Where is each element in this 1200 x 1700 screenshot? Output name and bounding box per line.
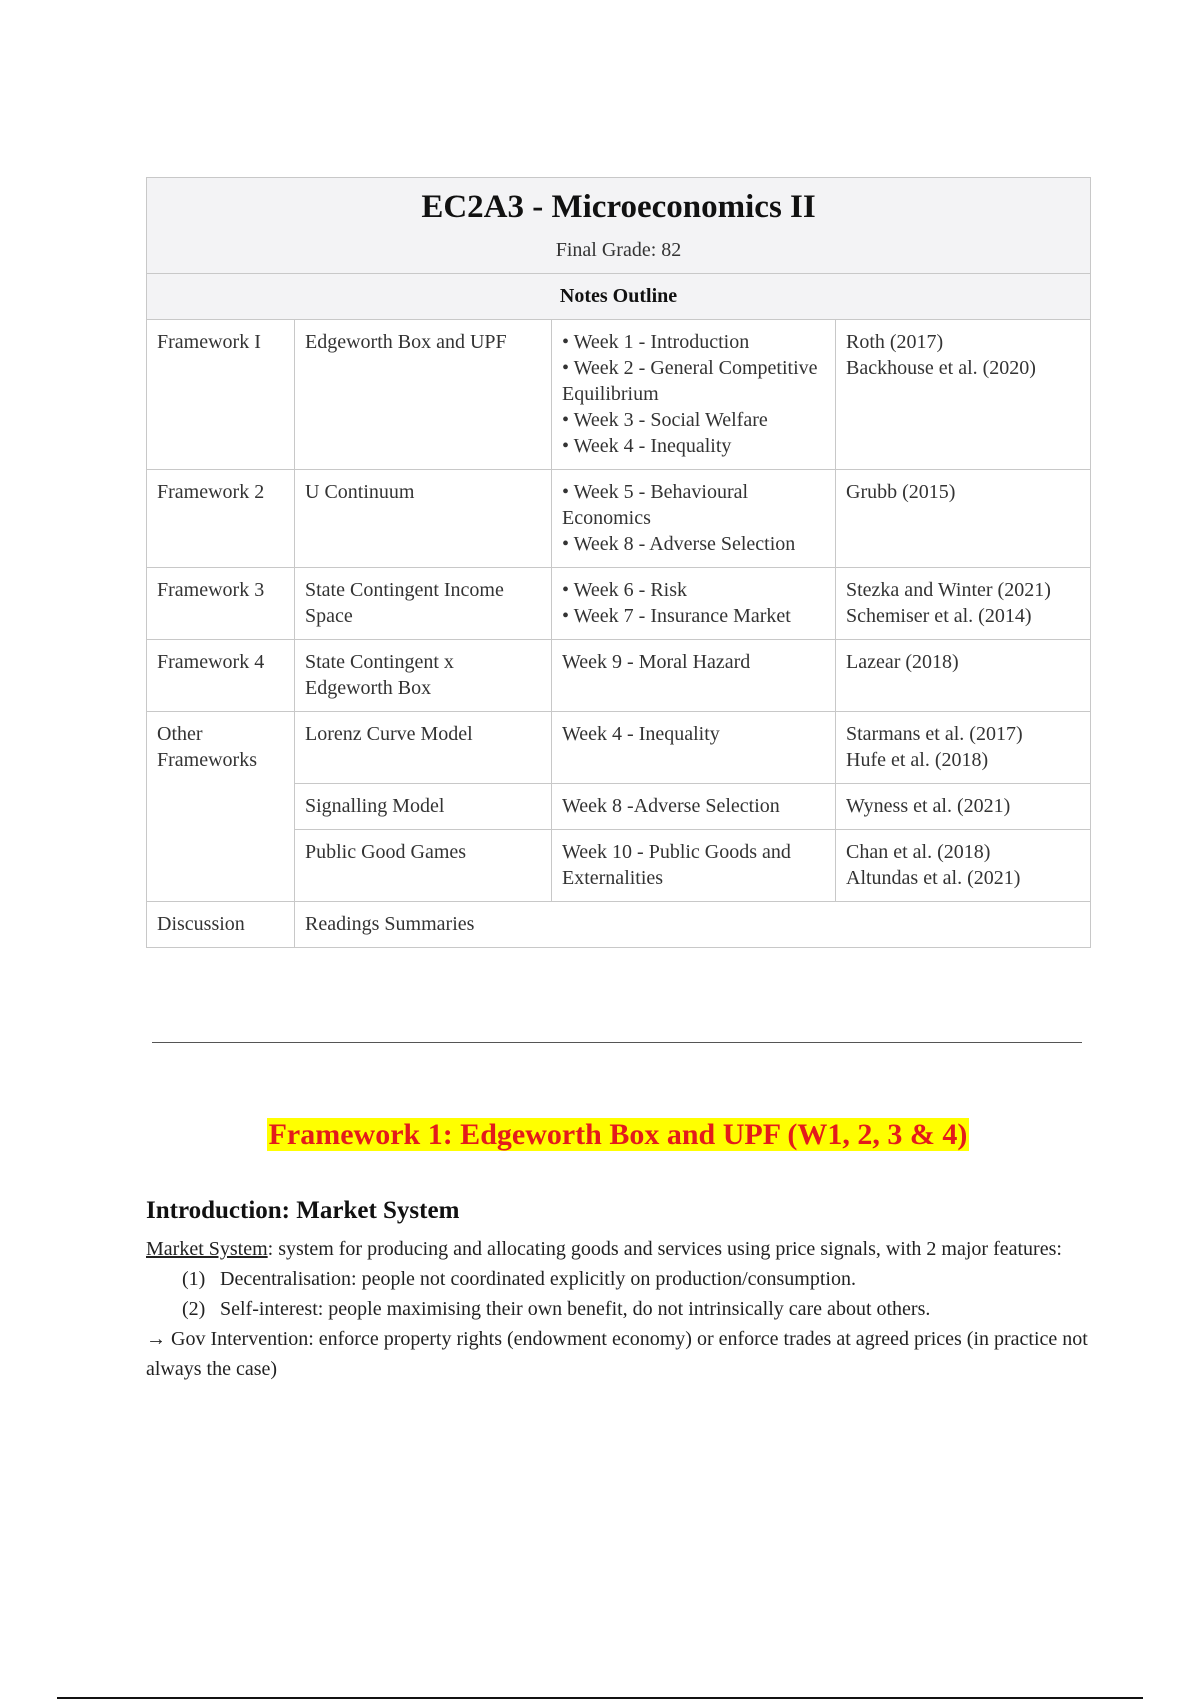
horizontal-divider	[152, 1042, 1082, 1043]
list-number: (2)	[182, 1298, 206, 1320]
list-number: (1)	[182, 1268, 206, 1290]
model-cell: Signalling Model	[295, 784, 552, 830]
page-bottom-rule	[57, 1697, 1143, 1699]
framework-cell: Other Frameworks	[147, 712, 295, 902]
reading-item: Backhouse et al. (2020)	[846, 357, 1036, 379]
defined-term: Market System	[146, 1238, 268, 1260]
model-cell: State Contingent x Edgeworth Box	[295, 640, 552, 712]
week-item: • Week 6 - Risk	[562, 579, 688, 601]
weeks-cell	[552, 640, 836, 712]
notes-outline-row	[147, 274, 1091, 320]
definition-text: : system for producing and allocating goods and services using price signals, with 2 major features:	[267, 1238, 1062, 1260]
list-item	[146, 1264, 1090, 1294]
model-cell: Edgeworth Box and UPF	[295, 320, 552, 470]
week-item: Week 4 - Inequality	[562, 723, 720, 745]
readings-cell	[836, 320, 1091, 470]
list-item	[146, 1294, 1090, 1324]
reading-item: Starmans et al. (2017)	[846, 723, 1023, 745]
table-row	[147, 568, 1091, 640]
table-row	[147, 470, 1091, 568]
discussion-row	[147, 902, 1091, 948]
reading-item: Wyness et al. (2021)	[846, 795, 1011, 817]
model-cell: Public Good Games	[295, 830, 552, 902]
definition-paragraph	[146, 1234, 1090, 1264]
table-row	[147, 712, 1091, 784]
notes-outline-table	[146, 177, 1091, 948]
gov-intervention-note: → Gov Intervention: enforce property rights (endowment economy) or enforce trades at agreed prices (in practice not always the case)	[146, 1328, 1088, 1380]
readings-cell	[836, 712, 1091, 784]
highlighted-heading-text: Framework 1: Edgeworth Box and UPF (W1, 2, 3 & 4)	[268, 1118, 968, 1151]
model-cell: U Continuum	[295, 470, 552, 568]
weeks-cell	[552, 568, 836, 640]
framework-cell: Framework 3	[147, 568, 295, 640]
weeks-cell	[552, 470, 836, 568]
reading-item: Hufe et al. (2018)	[846, 749, 989, 771]
readings-cell	[836, 640, 1091, 712]
weeks-cell	[552, 320, 836, 470]
week-item: Week 9 - Moral Hazard	[562, 651, 751, 673]
reading-item: Chan et al. (2018)	[846, 841, 991, 863]
reading-item: Grubb (2015)	[846, 481, 956, 503]
framework-cell: Framework I	[147, 320, 295, 470]
weeks-cell	[552, 712, 836, 784]
list-item-text: Decentralisation: people not coordinated explicitly on production/consumption.	[220, 1268, 856, 1290]
week-item: Week 10 - Public Goods and Externalities	[562, 841, 791, 889]
reading-item: Roth (2017)	[846, 331, 944, 353]
framework-1-heading	[0, 1115, 1200, 1155]
notes-outline-heading: Notes Outline	[147, 274, 1091, 320]
readings-cell	[836, 830, 1091, 902]
document-title: EC2A3 - Microeconomics II	[421, 189, 816, 225]
framework-cell: Framework 2	[147, 470, 295, 568]
discussion-content: Readings Summaries	[295, 902, 1091, 948]
table-row	[147, 320, 1091, 470]
model-cell: Lorenz Curve Model	[295, 712, 552, 784]
week-item: • Week 3 - Social Welfare	[562, 409, 768, 431]
table-row	[147, 640, 1091, 712]
reading-item: Stezka and Winter (2021)	[846, 579, 1051, 601]
readings-cell	[836, 784, 1091, 830]
week-item: Week 8 -Adverse Selection	[562, 795, 780, 817]
readings-cell	[836, 568, 1091, 640]
weeks-cell	[552, 784, 836, 830]
reading-item: Altundas et al. (2021)	[846, 867, 1021, 889]
section-body	[146, 1234, 1090, 1384]
week-item: • Week 4 - Inequality	[562, 435, 732, 457]
week-item: • Week 7 - Insurance Market	[562, 605, 791, 627]
list-item-text: Self-interest: people maximising their own benefit, do not intrinsically care about others.	[220, 1298, 931, 1320]
model-cell: State Contingent Income Space	[295, 568, 552, 640]
final-grade: Final Grade: 82	[555, 239, 682, 261]
discussion-label: Discussion	[147, 902, 295, 948]
week-item: • Week 8 - Adverse Selection	[562, 533, 796, 555]
week-item: • Week 5 - Behavioural Economics	[562, 481, 749, 529]
week-item: • Week 2 - General Competitive Equilibrium	[562, 357, 818, 405]
reading-item: Schemiser et al. (2014)	[846, 605, 1032, 627]
readings-cell	[836, 470, 1091, 568]
weeks-cell	[552, 830, 836, 902]
week-item: • Week 1 - Introduction	[562, 331, 750, 353]
reading-item: Lazear (2018)	[846, 651, 959, 673]
section-title: Introduction: Market System	[146, 1197, 460, 1224]
framework-cell: Framework 4	[147, 640, 295, 712]
title-row	[147, 178, 1091, 274]
